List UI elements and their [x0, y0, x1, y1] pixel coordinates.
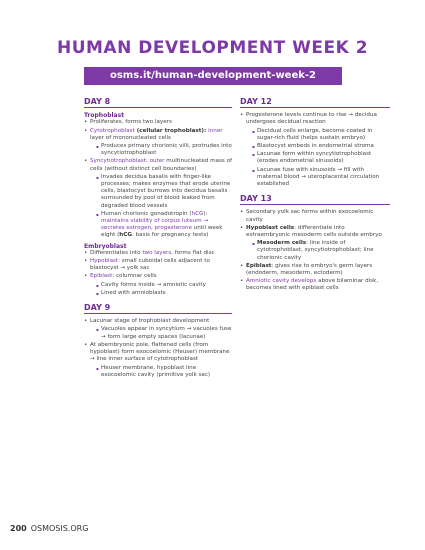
list-item: • Epiblast: gives rise to embryo's germ layers (endoderm, mesoderm, ectoderm) [240, 263, 390, 277]
page-title: HUMAN DEVELOPMENT WEEK 2 [56, 38, 369, 58]
list-item: ▪ Human chorionic gonadotropin (hCG): maintains viability of corpus luteum → secretes estrogen, progesterone until week eight (hCG: basis for pregnancy tests) [96, 211, 232, 240]
list-item: • Differentiates into two layers, forms flat disc [84, 250, 232, 257]
day12-list [240, 112, 390, 188]
list-item: ▪ Cavity forms inside → amniotic cavity [96, 282, 232, 289]
list-item: ▪ Mesoderm cells: line inside of cytotrophoblast, syncytiotrophoblast; line chorionic cavity [252, 240, 390, 262]
day13-list [240, 209, 390, 292]
list-item: • Hypoblast cells: differentiate into extraembryonic mesoderm cells outside embryo ▪ Mesoderm cells: line inside of cytotrophoblast, syncytiotrophoblast; line chorionic cavity [240, 225, 390, 262]
left-column [84, 98, 232, 380]
trophoblast-heading: Trophoblast [84, 112, 125, 120]
list-item: ▪ Lacunae form within syncytiotrophoblast (erodes endometrial sinusoids) [252, 151, 390, 165]
list-item: • At abembryonic pole, flattened cells (from hypoblast) form exocoelomic (Heuser) membrane → line inner surface of cytotrophoblast ▪ Heuser membrane, hypoblast line exocoelomic cavity (primitive yolk sac) [84, 342, 232, 379]
list-item: ▪ Vacuoles appear in syncytium → vacuoles fuse → form large empty spaces (lacunae) [96, 326, 232, 340]
day12-heading: DAY 12 [240, 97, 272, 106]
trophoblast-list [84, 119, 232, 239]
list-item: • Proliferates, forms two layers [84, 119, 232, 126]
list-item: • Lacunar stage of trophoblast development ▪ Vacuoles appear in syncytium → vacuoles fuse → form large empty spaces (lacunae) [84, 318, 232, 341]
day13-heading: DAY 13 [240, 194, 272, 204]
right-column [240, 98, 390, 294]
list-item: ▪ Decidual cells enlarge, become coated in sugar-rich fluid (helps sustain embryo) [252, 128, 390, 142]
divider [240, 204, 390, 205]
list-item: • Syncytiotrophoblast: outer multinucleated mass of cells (without distinct cell boundaries) ▪ Invades decidua basalis with finger-like processes; makes enzymes that erode uterine cells, blastocyst burrows into decidua basalis surrounded by pool of blood leaked from degraded blood vessels ▪ Human chorionic gonadotropin (hCG): maintains viability of corpus luteum → secretes estrogen, progesterone until week eight (hCG: basis for pregnancy tests) [84, 158, 232, 239]
list-item: ▪ Lined with amnioblasts [96, 290, 232, 297]
day9-list [84, 318, 232, 379]
list-item: ▪ Heuser membrane, hypoblast line exocoelomic cavity (primitive yolk sac) [96, 365, 232, 379]
page-number: 200 [10, 524, 27, 533]
embryoblast-heading: Embryoblast [84, 242, 127, 250]
list-item: ▪ Invades decidua basalis with finger-like processes; makes enzymes that erode uterine cells, blastocyst burrows into decidua basalis surrounded by pool of blood leaked from degraded blood vessels [96, 174, 232, 210]
page-footer [10, 524, 88, 533]
divider [240, 107, 390, 108]
divider [84, 107, 232, 108]
day8-heading: DAY 8 [84, 97, 111, 106]
list-item: • Amniotic cavity develops above bilaminar disk, becomes lined with epiblast cells [240, 278, 390, 292]
list-item: • Progesterone levels continue to rise → decidua undergoes decidual reaction ▪ Decidual cells enlarge, become coated in sugar-rich fluid (helps sustain embryo) ▪ Blastocyst embeds in endometrial stroma ▪ Lacunae form within syncytiotrophoblast (erodes endometrial sinusoids) ▪ Lacunae fuse with sinusoids → fill with maternal blood → uteroplacental circulation established [240, 112, 390, 188]
list-item: • Epiblast: columnar cells ▪ Cavity forms inside → amniotic cavity ▪ Lined with amnioblasts [84, 273, 232, 297]
list-item: • Secondary yolk sac forms within exocoelomic cavity [240, 209, 390, 223]
list-item: • Cytotrophoblast (cellular trophoblast): inner layer of mononucleated cells ▪ Produces primary chorionic villi, protrudes into syncytiotrophoblast [84, 128, 232, 158]
list-item: ▪ Produces primary chorionic villi, protrudes into syncytiotrophoblast [96, 143, 232, 157]
embryoblast-list [84, 250, 232, 297]
list-item: ▪ Blastocyst embeds in endometrial stroma [252, 143, 390, 150]
url-banner[interactable]: osms.it/human-development-week-2 [84, 67, 342, 85]
site-name[interactable]: OSMOSIS.ORG [30, 524, 89, 533]
list-item: ▪ Lacunae fuse with sinusoids → fill with maternal blood → uteroplacental circulation established [252, 167, 390, 189]
day9-heading: DAY 9 [84, 303, 111, 313]
divider [84, 313, 232, 314]
list-item: • Hypoblast: small cuboidal cells adjacent to blastocyst → yolk sac [84, 258, 232, 272]
